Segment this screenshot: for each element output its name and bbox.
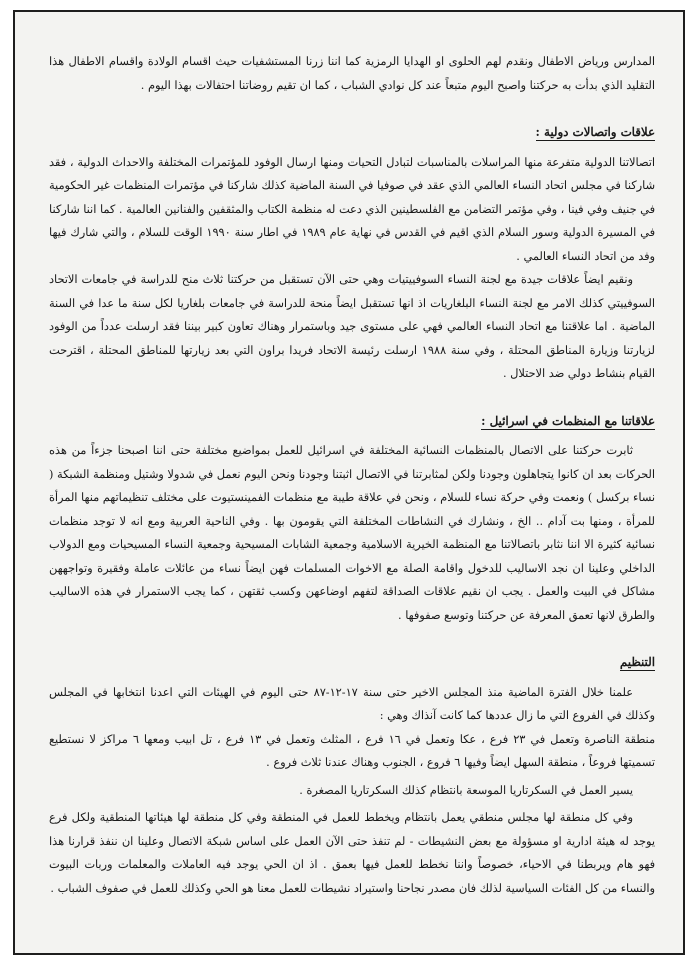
body-paragraph: علمنا خلال الفترة الماضية منذ المجلس الاخير حتى سنة ١٧-١٢-٨٧ حتى اليوم في الهيئات التي اعدنا انتخابها في المجلس وكذلك في الفروع التي ما زال عددها كما كانت آنذاك وهي : xyxy=(49,685,655,722)
body-paragraph: وفي كل منطقة لها مجلس منطقي يعمل بانتظام ويخطط للعمل في المنطقة وفي كل منطقة لها هيئاتها المنطقية ولكل فرع يوجد له هيئة ادارية او مسؤولة مع بعض النشيطات - لم تنفذ حتى الآن العمل على اساس شبكة الاتصال وعلينا ان ننفذ قرارنا هذا فهو هام ويربطنا في الاحياء، خصوصاً واننا نخطط للعمل فيها بعمق . اذ ان الحي يوجد فيه العاملات والمعلمات وربات البيوت والنساء من كل الفئات السياسية لذلك فان مصدر نجاحنا واستيراد نشيطات للعمل معنا هو الحي وكذلك للعمل في صفوف الشباب . xyxy=(49,811,655,895)
body-paragraph: يسير العمل في السكرتاريا الموسعة بانتظام كذلك السكرتاريا المصغرة . xyxy=(299,783,633,797)
section-heading: علاقاتنا مع المنظمات في اسرائيل : xyxy=(481,413,655,428)
document-page xyxy=(13,10,685,955)
section-israel-organizations xyxy=(49,410,655,628)
section-international-relations xyxy=(49,121,655,386)
body-paragraph: ونقيم ايضاً علاقات جيدة مع لجنة النساء السوفييتيات وهي حتى الآن تستقبل من حركتنا ثلاث منح للدراسة في جامعات الاتحاد السوفييتي كذلك الامر مع لجنة النساء البلغاريات اذ انها تستقبل ايضاً منحة للدراسة في جامعات بلغاريا لكل سنة ما عدا في السنة الماضية . اما علاقتنا مع اتحاد النساء العالمي فهي على مستوى جيد وباستمرار وهناك تعاون كبير بيننا فقد ارسلت عدداً من الوفود لزيارتنا وزيارة المناطق المحتلة ، وفي سنة ١٩٨٨ ارسلت رئيسة الاتحاد فريدا براون التي بعد زيارتها للمناطق المحتلة ، اقترحت القيام بنشاط دولي ضد الاحتلال . xyxy=(49,273,655,380)
document-body xyxy=(49,50,655,900)
section-heading: التنظيم xyxy=(619,655,655,669)
section-organization xyxy=(49,651,655,900)
intro-paragraph: المدارس ورياض الاطفال ونقدم لهم الحلوى او الهدايا الرمزية كما اننا زرنا المستشفيات حيث اقسام الولادة واقسام الاطفال هذا التقليد الذي بدأت به حركتنا واصبح اليوم متبعاً عند كل نوادي الشباب ، كما ان تقيم روضاتنا احتفالات بهذا اليوم . xyxy=(49,55,655,92)
body-paragraph: اتصالاتنا الدولية متفرعة منها المراسلات بالمناسبات لتبادل التحيات ومنها ارسال الوفود للمؤتمرات المختلفة والاحداث الدولية ، فقد شاركنا في مجلس اتحاد النساء العالمي الذي عقد في صوفيا في السنة الماضية كذلك شاركنا في مؤتمرات المنظمات غير الحكومية في جنيف وفي فينا ، وفي مؤتمر التضامن مع الفلسطينين الذي دعت له منظمة الكتاب والمثقفين والفنانين العالمية . كما اننا شاركنا في المسيرة الدولية وسور السلام الذي اقيم في القدس في نهاية عام ١٩٨٩ في اطار سنة ١٩٩٠ الوقت للسلام ، والتي شارك فيها وفد من اتحاد النساء العالمي . xyxy=(49,155,655,263)
section-heading: علاقات واتصالات دولية : xyxy=(535,125,655,139)
body-paragraph: منطقة الناصرة وتعمل في ٢٣ فرع ، عكا وتعمل في ١٦ فرع ، المثلث وتعمل في ١٣ فرع ، تل ابيب ومعها ٦ مراكز لا نستطيع تسميتها فروعاً ، منطقة السهل ايضاً وفيها ٦ فروع ، الجنوب وهناك عندنا ثلاث فروع . xyxy=(49,732,656,769)
body-paragraph: ثابرت حركتنا على الاتصال بالمنظمات النسائية المختلفة في اسرائيل للعمل بمواضيع مختلفة حتى اننا اصبحنا جزءاً من هذه الحركات بعد ان كانوا يتجاهلون وجودنا ولكن لمثابرتنا في الاتصال اثبتنا وجودنا ونحن اليوم نعمل في شدولا وشتيل ومنظمة الشبكة ( نساء بركسل ) ونعمت وفي حركة نساء للسلام ، ونحن في علاقة طيبة مع منظمات الفمينستيوت على مختلف تنظيماتهم منها المرأة للمرأة ، ومنها بت آدام .. الخ ، ونشارك في النشاطات المختلفة التي يقومون بها . وفي الناحية العربية ومع انه لا توجد منظمات نسائية كثيرة الا اننا نثابر باتصالاتنا مع المنظمة الخيرية الاسلامية وجمعية الشابات المسيحية وجمعية النساء المسيحيات ومع الدولاب الداخلي وعلينا ان نجد الاساليب للدخول واقامة الصلة مع الاخوات المسلمات فهن ايضاً نساء من عائلات عاملة وفقيرة وتواجههن مشاكل في البيت والعمل . يجب ان نقيم علاقات الصداقة لتفهم اوضاعهن وكسب ثقتهن ، كما يجب الاستمرار في هذه الاساليب والطرق لانها تعمق المعرفة عن حركتنا وتوسع صفوفها . xyxy=(49,444,655,622)
